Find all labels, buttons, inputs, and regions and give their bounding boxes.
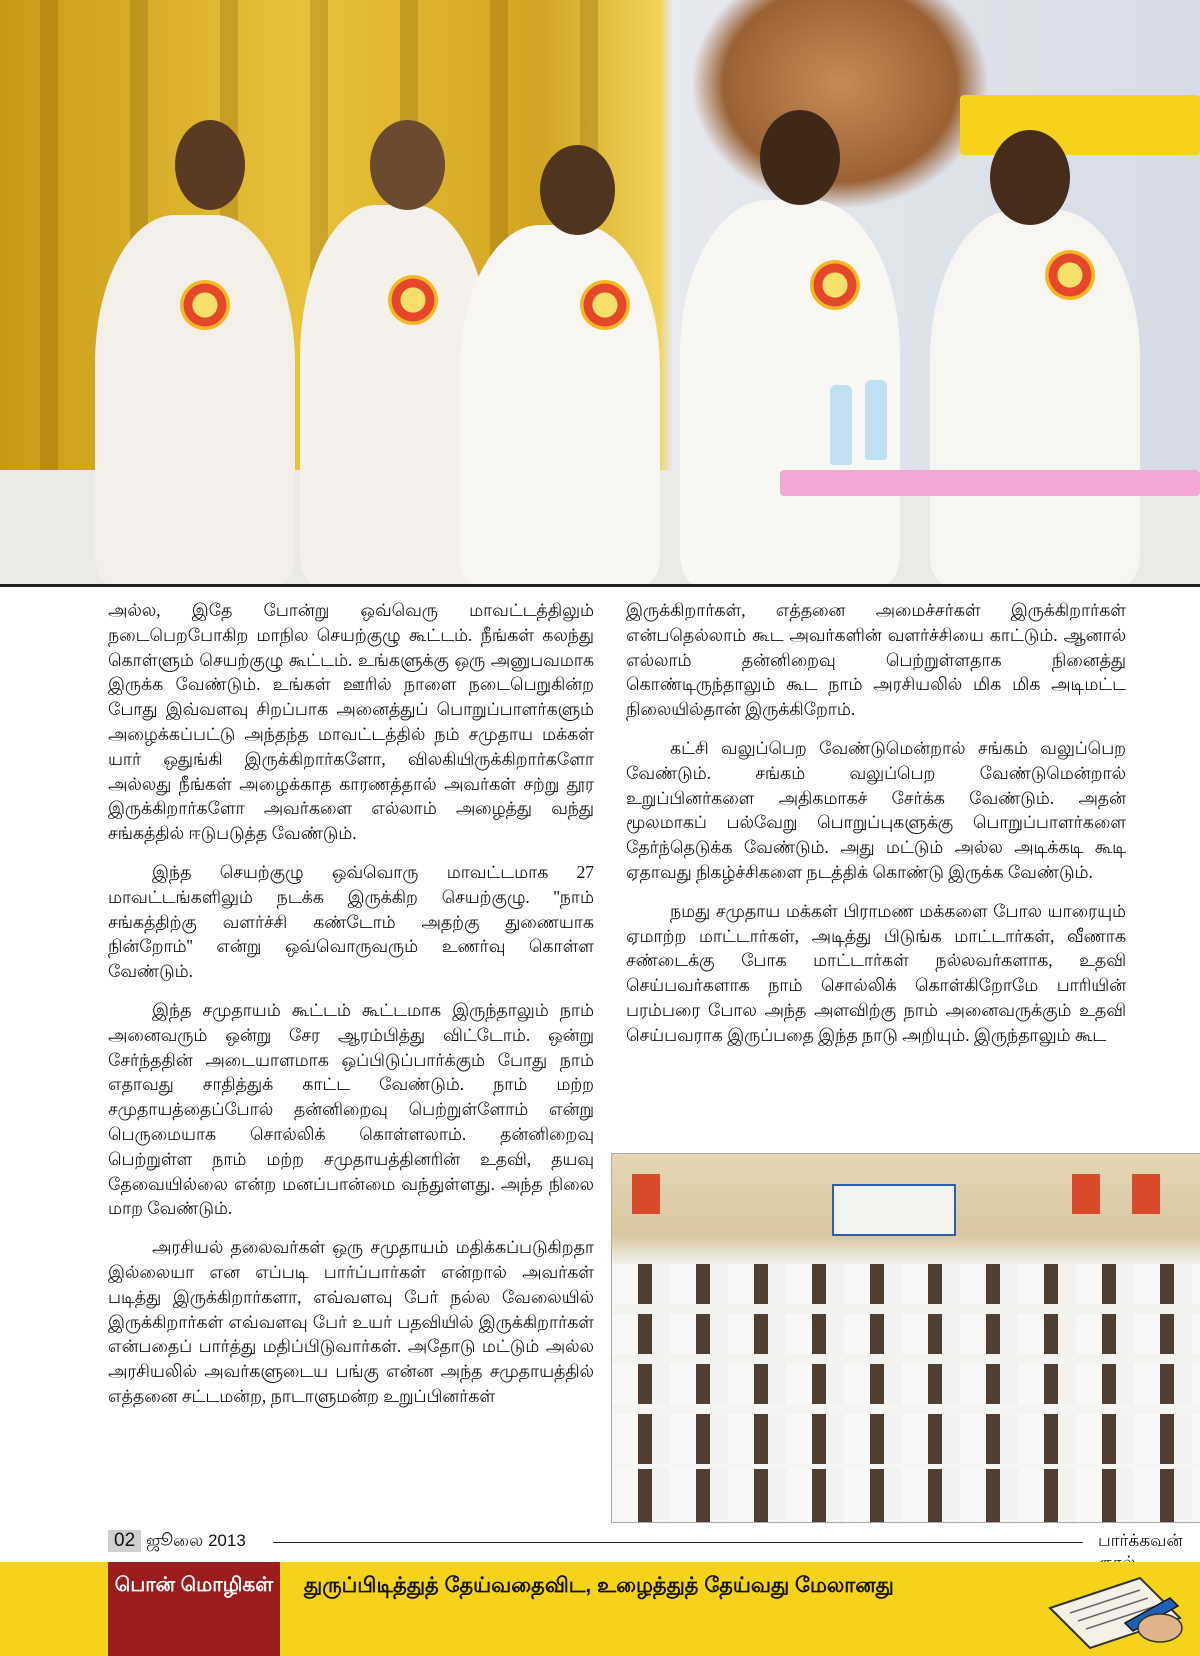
water-bottle — [865, 380, 887, 460]
hall-banner — [832, 1184, 956, 1236]
section-label-box — [108, 1562, 280, 1656]
paragraph: அரசியல் தலைவர்கள் ஒரு சமுதாயம் மதிக்கப்படுகிறதா இல்லையா என எப்படி பார்ப்பார்கள் என்றால் அவர்கள் படித்து இருக்கிறார்களா, எவ்வளவு பேர் நல்ல வேலையில் இருக்கிறார்கள் எவ்வளவு பேர் உயர் பதவியில் இருக்கிறார்கள் என்பதைப் பார்த்து மதிப்பிடுவார்கள். அதோடு மட்டும் அல்ல அரசியலில் அவர்களுடைய பங்கு என்ன அந்த சமுதாயத்தில் எத்தனை சட்டமன்ற, நாடாளுமன்ற உறுப்பினர்கள் — [108, 1237, 594, 1406]
audience-row — [612, 1469, 1200, 1522]
paragraph: நமது சமுதாய மக்கள் பிராமண மக்களை போல யாரையும் ஏமாற்ற மாட்டார்கள், அடித்து பிடுங்க மாட்டார்கள், வீணாக சண்டைக்கு போக மாட்டார்கள் நல்லவர்களாக, உதவி செய்பவர்களாக நாம் சொல்லிக் கொள்கிறோமே பாரியின் பரம்பரை போல அந்த அளவிற்கு நாம் அனைவருக்கும் உதவி செய்பவராக இருப்பதை இந்த நாடு அறியும். இருந்தாலும் கூட — [626, 900, 1126, 1045]
pen-writing-icon — [1030, 1568, 1190, 1652]
page-footer — [108, 1528, 1200, 1558]
hall-window — [1132, 1174, 1160, 1214]
person-head — [540, 145, 615, 235]
page-number: 02 — [108, 1530, 141, 1552]
hall-window — [632, 1174, 660, 1214]
audience-row — [612, 1264, 1200, 1304]
rosette-badge — [388, 275, 438, 325]
rosette-badge — [580, 280, 630, 330]
hall-window — [1072, 1174, 1100, 1214]
audience-photo — [611, 1153, 1200, 1523]
stage-photo — [0, 0, 1200, 587]
paragraph: இருக்கிறார்கள், எத்தனை அமைச்சர்கள் இருக்கிறார்கள் என்பதெல்லாம் கூட அவர்களின் வளர்ச்சியை காட்டும். ஆனால் எல்லாம் தன்னிறைவு பெற்றுள்ளதாக நினைத்து கொண்டிருந்தாலும் கூட நாம் அரசியலில் மிக மிக அடிமட்ட நிலையில்தான் இருக்கிறோம். — [626, 600, 1126, 720]
rosette-badge — [810, 260, 860, 310]
rosette-badge — [1045, 250, 1095, 300]
person-head — [760, 110, 840, 205]
banner-portrait — [690, 0, 990, 210]
banner-sign — [960, 95, 1200, 155]
audience-row — [612, 1364, 1200, 1404]
audience-row — [612, 1314, 1200, 1354]
quote-text: துருப்பிடித்துத் தேய்வதைவிட, உழைத்துத் தேய்வது மேலானது — [304, 1574, 894, 1597]
paragraph: இந்த செயற்குழு ஒவ்வொரு மாவட்டமாக 27 மாவட்டங்களிலும் நடக்க இருக்கிற செயற்குழு. ''நாம் சங்கத்திற்கு வளர்ச்சி கண்டோம் அதற்கு துணையாக நின்றோம்'' என்று ஒவ்வொருவரும் உணர்வு கொள்ள வேண்டும். — [108, 861, 594, 982]
person-5 — [930, 210, 1140, 585]
person-head — [175, 120, 245, 210]
paragraph: கட்சி வலுப்பெற வேண்டுமென்றால் சங்கம் வலுப்பெற வேண்டும். சங்கம் வலுப்பெற வேண்டுமென்றால் உறுப்பினர்களை அதிகமாகச் சேர்க்க வேண்டும். அதன் மூலமாகப் பல்வேறு பொறுப்புகளுக்கு பொறுப்பாளர்களை தேர்ந்தெடுக்க வேண்டும். அது மட்டும் அல்ல அடிக்கடி கூடி ஏதாவது நிகழ்ச்சிகளை நடத்திக் கொண்டு இருக்க வேண்டும். — [626, 737, 1126, 882]
audience-row — [612, 1414, 1200, 1464]
publication-name: பார்க்கவன் — [1098, 1531, 1183, 1550]
paragraph: அல்ல, இதே போன்று ஒவ்வெரு மாவட்டத்திலும் நடைபெறபோகிற மாநில செயற்குழு கூட்டம். நீங்கள் கலந்து கொள்ளும் செயற்குழு கூட்டம். உங்களுக்கு ஒரு அனுபவமாக இருக்க வேண்டும். உங்கள் ஊரில் நாளை நடைபெறுகின்ற போது இவ்வளவு சிறப்பாக அனைத்துப் பொறுப்பாளர்களும் அழைக்கப்பட்டு அந்தந்த மாவட்டத்தில் நம் சமுதாய மக்கள் யார் ஒதுங்கி இருக்கிறார்களோ, விலகியிருக்கிறார்களோ அல்லது நீங்கள் அழைக்காத காரணத்தால் அவர்கள் சற்று தூர இருக்கிறார்களோ அவர்களை எல்லாம் அழைத்து வந்து சங்கத்தில் ஈடுபடுத்த வேண்டும். — [108, 600, 594, 844]
person-3 — [460, 225, 660, 585]
person-head — [990, 130, 1070, 225]
rosette-badge — [180, 280, 230, 330]
article-column-left — [108, 598, 594, 1423]
quote-bar — [0, 1562, 1200, 1656]
water-bottle — [830, 385, 852, 465]
stage-table — [780, 470, 1200, 496]
issue-date: ஜூலை 2013 — [146, 1531, 246, 1550]
person-1 — [95, 215, 295, 585]
person-head — [370, 120, 445, 210]
section-label: பொன் மொழிகள் — [114, 1574, 274, 1596]
paragraph: இந்த சமுதாயம் கூட்டம் கூட்டமாக இருந்தாலும் நாம் அனைவரும் ஒன்று சேர ஆரம்பித்து விட்டோம். ஒன்று சேர்ந்ததின் அடையாளமாக ஒப்பிடுப்பார்க்கும் போது நாம் எதாவது சாதித்துக் காட்ட வேண்டும். நாம் மற்ற சமுதாயத்தைப்போல் தன்னிறைவு பெற்றுள்ளோம் என்று பெருமையாக சொல்லிக் கொள்ளலாம். தன்னிறைவு பெற்றுள்ள நாம் மற்ற சமுதாயத்தினரின் உதவி, தயவு தேவையில்லை என்ற மனப்பான்மை வந்துள்ளது. அந்த நிலை மாற வேண்டும். — [108, 999, 594, 1219]
article-column-right — [626, 598, 1126, 1062]
footer-rule — [273, 1542, 1083, 1543]
